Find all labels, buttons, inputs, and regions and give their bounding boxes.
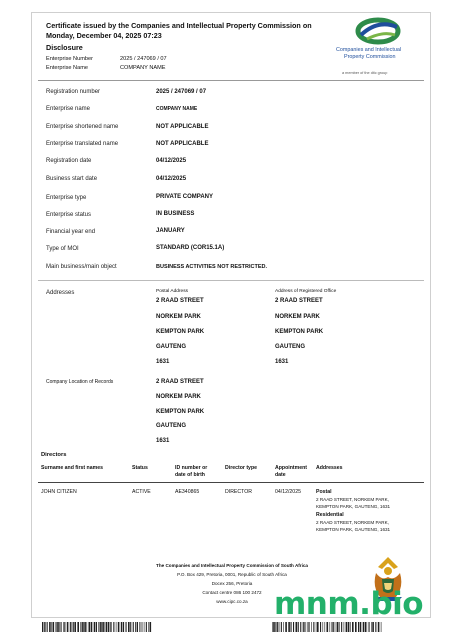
field-value: 04/12/2025 <box>156 158 187 164</box>
field-value: NOT APPLICABLE <box>156 141 209 147</box>
field-value: COMPANY NAME <box>156 106 198 112</box>
logo-line1: Companies and Intellectual <box>336 47 402 53</box>
field-value: NOT APPLICABLE <box>156 124 209 130</box>
registered-address-line: 2 RAAD STREET <box>275 298 323 304</box>
director-residential-address: 2 RAAD STREET, NORKEM PARK, KEMPTON PARK, GAUTENG, 1631 <box>316 520 391 532</box>
director-name: JOHN CITIZEN <box>41 489 77 495</box>
directors-header-date: Appointment date <box>275 465 307 478</box>
header-divider <box>38 80 424 81</box>
registered-address-title: Address of Registered Office <box>275 289 337 294</box>
footer-line4: Contact centre 086 100 2472 <box>202 590 262 595</box>
footer-line5: www.cipc.co.za <box>216 599 248 604</box>
logo-line2: Property Commission <box>344 54 396 60</box>
section-title: Disclosure <box>46 43 83 52</box>
directors-header-name: Surname and first names <box>41 465 103 471</box>
field-label: Enterprise shortened name <box>46 124 119 130</box>
field-value: BUSINESS ACTIVITIES NOT RESTRICTED. <box>156 264 268 270</box>
director-postal-title: Postal <box>316 489 332 495</box>
registered-address-line: NORKEM PARK <box>275 314 320 320</box>
barcode-right-icon <box>272 622 384 632</box>
director-id: AE340865 <box>175 489 200 495</box>
directors-header-status: Status <box>132 465 148 471</box>
field-label: Financial year end <box>46 229 96 235</box>
registered-address-line: 1631 <box>275 359 289 365</box>
postal-address-line: 1631 <box>156 359 170 365</box>
records-address-line: KEMPTON PARK <box>156 409 205 415</box>
field-value: IN BUSINESS <box>156 211 195 217</box>
fields-divider <box>38 280 424 281</box>
cipc-logo <box>332 17 424 79</box>
footer-line1: The Companies and Intellectual Property Commission of South Africa <box>156 563 308 568</box>
field-value: 2025 / 247069 / 07 <box>156 89 207 95</box>
certificate-title-line2: Monday, December 04, 2025 07:23 <box>46 31 162 40</box>
field-label: Enterprise status <box>46 212 92 218</box>
enterprise-number-value: 2025 / 247069 / 07 <box>120 56 167 62</box>
field-value: STANDARD (COR15.1A) <box>156 245 225 251</box>
field-label: Registration date <box>46 158 92 164</box>
director-status: ACTIVE <box>132 489 151 495</box>
field-value: JANUARY <box>156 228 185 234</box>
postal-address-line: 2 RAAD STREET <box>156 298 204 304</box>
addresses-label: Addresses <box>46 290 75 296</box>
director-type: DIRECTOR <box>225 489 252 495</box>
postal-address-line: GAUTENG <box>156 344 186 350</box>
director-postal-address: 2 RAAD STREET, NORKEM PARK, KEMPTON PARK, GAUTENG, 1631 <box>316 497 391 509</box>
enterprise-name-label: Enterprise Name <box>46 65 88 71</box>
cipc-swoosh-icon <box>353 17 403 45</box>
field-value: PRIVATE COMPANY <box>156 194 214 200</box>
records-label: Company Location of Records <box>46 379 114 385</box>
postal-address-line: KEMPTON PARK <box>156 329 205 335</box>
postal-address-title: Postal Address <box>156 289 188 294</box>
records-address-line: GAUTENG <box>156 423 186 429</box>
directors-header-id: ID number or date of birth <box>175 465 208 478</box>
field-label: Type of MOI <box>46 246 79 252</box>
field-label: Registration number <box>46 89 101 95</box>
records-address-line: 2 RAAD STREET <box>156 379 204 385</box>
field-label: Enterprise name <box>46 106 91 112</box>
watermark-text: mnm.bio <box>274 586 424 622</box>
records-address-line: NORKEM PARK <box>156 394 201 400</box>
enterprise-number-label: Enterprise Number <box>46 56 93 62</box>
postal-address-line: NORKEM PARK <box>156 314 201 320</box>
certificate-page <box>31 12 431 618</box>
field-label: Enterprise type <box>46 195 87 201</box>
field-value: 04/12/2025 <box>156 176 187 182</box>
director-residential-title: Residential <box>316 512 344 518</box>
registered-address-line: KEMPTON PARK <box>275 329 324 335</box>
field-label: Enterprise translated name <box>46 141 119 147</box>
field-label: Business start date <box>46 176 98 182</box>
barcode-left-icon <box>42 622 154 632</box>
footer-line2: P.O. Box 429, Pretoria, 0001, Republic of South Africa <box>177 572 287 577</box>
logo-tagline: a member of the dtic group <box>342 71 388 75</box>
directors-header-type: Director type <box>225 465 257 471</box>
records-address-line: 1631 <box>156 438 170 444</box>
directors-header-addresses: Addresses <box>316 465 343 471</box>
director-appointment-date: 04/12/2025 <box>275 489 301 495</box>
certificate-title-line1: Certificate issued by the Companies and Intellectual Property Commission on <box>46 21 312 30</box>
enterprise-name-value: COMPANY NAME <box>120 65 166 71</box>
directors-header-divider <box>38 482 424 483</box>
field-label: Main business/main object <box>46 264 117 270</box>
footer-line3: Docex 256, Pretoria <box>211 581 253 586</box>
registered-address-line: GAUTENG <box>275 344 305 350</box>
directors-title: Directors <box>41 452 67 458</box>
